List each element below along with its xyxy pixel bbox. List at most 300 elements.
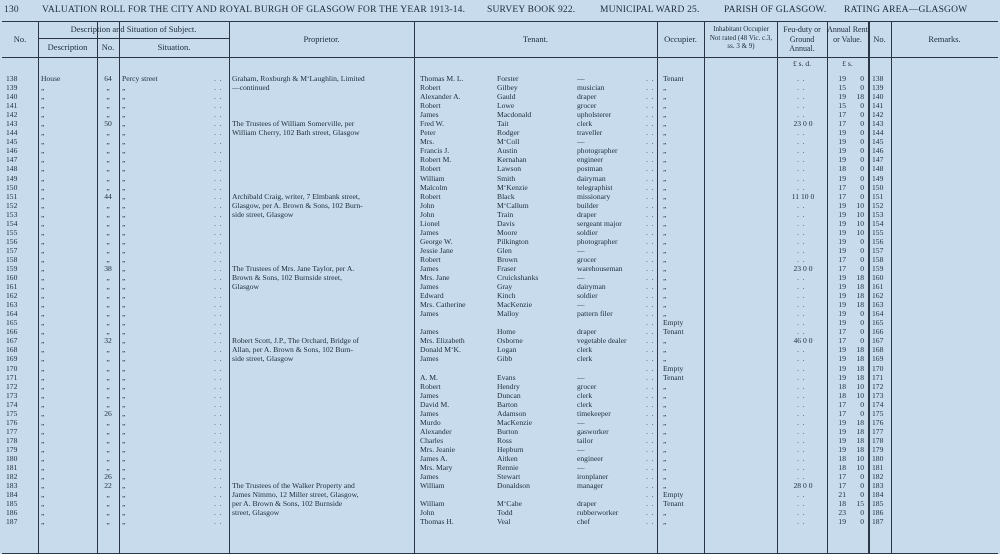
- entry-number: 167: [6, 336, 18, 346]
- leader-dots: . .: [797, 309, 806, 319]
- entry-number-right: 151: [872, 191, 884, 201]
- entry-street-number: „: [106, 354, 110, 364]
- leader-dots: . .: [797, 200, 806, 210]
- entry-proprietor: James Nimmo, 12 Miller street, Glasgow,: [232, 490, 359, 500]
- entry-occupier: „: [663, 263, 667, 273]
- leader-dots: . .: [797, 74, 806, 83]
- rent-shillings: 18: [856, 273, 864, 283]
- table-row: [2, 192, 998, 201]
- table-row: [2, 472, 998, 481]
- rent-shillings: 0: [860, 236, 864, 246]
- entry-description: „: [41, 209, 45, 219]
- tenant-first-name: John: [420, 200, 435, 210]
- table-row: [2, 481, 998, 490]
- tenant-surname: Logan: [497, 345, 517, 355]
- tenant-surname: Moore: [497, 227, 518, 237]
- rent-pounds: 19: [838, 155, 846, 165]
- entry-description: „: [41, 92, 45, 102]
- tenant-surname: Forster: [497, 74, 519, 83]
- tenant-occupation: ironplaner: [577, 472, 609, 482]
- leader-dots: . .: [797, 137, 806, 147]
- leader-dots: . .: [646, 291, 655, 301]
- leader-dots: . .: [646, 128, 655, 138]
- rent-shillings: 0: [860, 472, 864, 482]
- entry-number: 182: [6, 472, 18, 482]
- leader-dots: . .: [646, 490, 655, 500]
- rent-pounds: 19: [838, 426, 846, 436]
- entry-occupier: „: [663, 137, 667, 147]
- entry-description: „: [41, 499, 45, 509]
- tenant-surname: M‘Kenzie: [497, 182, 528, 192]
- entry-street-number: „: [106, 372, 110, 382]
- tenant-occupation: vegetable dealer: [577, 336, 627, 346]
- tenant-occupation: clerk: [577, 354, 593, 364]
- leader-dots: . .: [214, 74, 223, 83]
- leader-dots: . .: [646, 92, 655, 102]
- entry-situation: „: [122, 472, 126, 482]
- leader-dots: . .: [646, 245, 655, 255]
- rent-shillings: 0: [860, 481, 864, 491]
- tenant-surname: Todd: [497, 508, 513, 518]
- entry-proprietor: William Cherry, 102 Bath street, Glasgow: [232, 128, 360, 138]
- entry-number: 160: [6, 273, 18, 283]
- tenant-first-name: James: [420, 354, 439, 364]
- leader-dots: . .: [646, 508, 655, 518]
- leader-dots: . .: [214, 227, 223, 237]
- leader-dots: . .: [646, 218, 655, 228]
- rent-shillings: 0: [860, 263, 864, 273]
- entry-description: „: [41, 245, 45, 255]
- entry-number: 173: [6, 390, 18, 400]
- table-row: [2, 92, 998, 101]
- tenant-first-name: James: [420, 227, 439, 237]
- col-no-right: No.: [873, 34, 886, 44]
- entry-situation: „: [122, 110, 126, 120]
- entry-situation: „: [122, 408, 126, 418]
- tenant-occupation: rubberworker: [577, 508, 619, 518]
- leader-dots: . .: [646, 372, 655, 382]
- entry-proprietor: per A. Brown & Sons, 102 Burnside: [232, 499, 343, 509]
- entry-occupier: „: [663, 119, 667, 129]
- tenant-surname: Lowe: [497, 101, 515, 111]
- tenant-first-name: Mrs. Jane: [420, 273, 450, 283]
- entry-occupier: „: [663, 472, 667, 482]
- tenant-occupation: dairyman: [577, 173, 606, 183]
- entry-street-number: 26: [104, 408, 112, 418]
- tenant-occupation: photographer: [577, 146, 618, 156]
- entry-street-number: „: [106, 309, 110, 319]
- entry-street-number: „: [106, 444, 110, 454]
- tenant-first-name: John: [420, 209, 435, 219]
- entry-number: 185: [6, 499, 18, 509]
- entry-situation: „: [122, 227, 126, 237]
- leader-dots: . .: [646, 236, 655, 246]
- entry-number-right: 161: [872, 282, 884, 292]
- entry-situation: „: [122, 137, 126, 147]
- entry-description: „: [41, 354, 45, 364]
- roll-entries: [2, 74, 998, 526]
- rent-pounds: 19: [838, 92, 846, 102]
- rent-shillings: 10: [856, 227, 864, 237]
- entry-street-number: „: [106, 110, 110, 120]
- entry-occupier: Empty: [663, 318, 684, 328]
- leader-dots: . .: [214, 508, 223, 518]
- entry-situation: „: [122, 363, 126, 373]
- tenant-occupation: draper: [577, 499, 597, 509]
- leader-dots: . .: [797, 83, 806, 93]
- entry-situation: „: [122, 390, 126, 400]
- entry-description: „: [41, 363, 45, 373]
- entry-situation: „: [122, 209, 126, 219]
- tenant-surname: Rodger: [497, 128, 520, 138]
- entry-number-right: 160: [872, 273, 884, 283]
- leader-dots: . .: [214, 101, 223, 111]
- entry-description: „: [41, 236, 45, 246]
- rent-shillings: 10: [856, 390, 864, 400]
- entry-situation: „: [122, 282, 126, 292]
- rent-pounds: 19: [838, 345, 846, 355]
- rent-pounds: 19: [838, 363, 846, 373]
- entry-number: 155: [6, 227, 18, 237]
- tenant-first-name: Mrs. Jeanie: [420, 444, 456, 454]
- rent-pounds: 19: [838, 444, 846, 454]
- page-number: 130: [4, 5, 19, 15]
- entry-occupier: „: [663, 83, 667, 93]
- tenant-first-name: Thomas H.: [420, 517, 454, 527]
- leader-dots: . .: [214, 417, 223, 427]
- leader-dots: . .: [214, 345, 223, 355]
- entry-number-right: 139: [872, 83, 884, 93]
- rent-pounds: 19: [838, 517, 846, 527]
- entry-proprietor: side street, Glasgow: [232, 354, 294, 364]
- entry-street-number: „: [106, 381, 110, 391]
- entry-street-number: „: [106, 417, 110, 427]
- entry-number-right: 181: [872, 463, 884, 473]
- leader-dots: . .: [797, 227, 806, 237]
- tenant-first-name: James: [420, 110, 439, 120]
- entry-situation: „: [122, 92, 126, 102]
- col-occupier: Occupier.: [664, 34, 697, 44]
- tenant-surname: Aitken: [497, 453, 518, 463]
- tenant-occupation: draper: [577, 92, 597, 102]
- tenant-occupation: missionary: [577, 191, 611, 201]
- leader-dots: . .: [214, 209, 223, 219]
- entry-number: 162: [6, 291, 18, 301]
- entry-street-number: „: [106, 499, 110, 509]
- entry-number: 161: [6, 282, 18, 292]
- tenant-first-name: Robert: [420, 101, 441, 111]
- leader-dots: . .: [646, 263, 655, 273]
- leader-dots: . .: [797, 490, 806, 500]
- entry-occupier: „: [663, 101, 667, 111]
- rent-shillings: 0: [860, 309, 864, 319]
- entry-situation: „: [122, 245, 126, 255]
- tenant-occupation: clerk: [577, 345, 593, 355]
- table-row: [2, 354, 998, 363]
- entry-number: 187: [6, 517, 18, 527]
- entry-number-right: 173: [872, 390, 884, 400]
- entry-number-right: 158: [872, 254, 884, 264]
- tenant-first-name: David M.: [420, 399, 450, 409]
- entry-description: „: [41, 408, 45, 418]
- table-row: [2, 291, 998, 300]
- rent-pounds: 19: [838, 227, 846, 237]
- entry-number: 186: [6, 508, 18, 518]
- tenant-surname: Kernahan: [497, 155, 527, 165]
- rent-shillings: 0: [860, 182, 864, 192]
- rent-shillings: 0: [860, 119, 864, 129]
- entry-street-number: „: [106, 463, 110, 473]
- leader-dots: . .: [646, 273, 655, 283]
- tenant-first-name: Mrs. Mary: [420, 463, 453, 473]
- entry-description: „: [41, 508, 45, 518]
- leader-dots: . .: [646, 309, 655, 319]
- leader-dots: . .: [214, 444, 223, 454]
- leader-dots: . .: [797, 354, 806, 364]
- table-row: [2, 101, 998, 110]
- entry-number: 177: [6, 426, 18, 436]
- rent-shillings: 18: [856, 363, 864, 373]
- entry-street-number: „: [106, 218, 110, 228]
- entry-situation: „: [122, 291, 126, 301]
- entry-description: „: [41, 128, 45, 138]
- tenant-first-name: Fred W.: [420, 119, 445, 129]
- leader-dots: . .: [214, 426, 223, 436]
- tenant-surname: Brown: [497, 254, 518, 264]
- entry-occupier: „: [663, 128, 667, 138]
- tenant-first-name: William: [420, 499, 445, 509]
- tenant-occupation: gasworker: [577, 426, 609, 436]
- tenant-occupation: clerk: [577, 390, 593, 400]
- tenant-first-name: James: [420, 472, 439, 482]
- leader-dots: . .: [214, 146, 223, 156]
- entry-proprietor: The Trustees of Mrs. Jane Taylor, per A.: [232, 263, 355, 273]
- rent-pounds: 21: [838, 490, 846, 500]
- entry-situation: „: [122, 263, 126, 273]
- entry-number-right: 142: [872, 110, 884, 120]
- entry-situation: „: [122, 463, 126, 473]
- leader-dots: . .: [214, 245, 223, 255]
- entry-description: „: [41, 327, 45, 337]
- leader-dots: . .: [797, 146, 806, 156]
- col-description: Description: [47, 42, 88, 52]
- entry-number-right: 153: [872, 209, 884, 219]
- entry-number-right: 148: [872, 164, 884, 174]
- entry-number-right: 174: [872, 399, 884, 409]
- entry-situation: Percy street: [122, 74, 158, 83]
- entry-number-right: 176: [872, 417, 884, 427]
- leader-dots: . .: [214, 327, 223, 337]
- entry-occupier: „: [663, 309, 667, 319]
- entry-situation: „: [122, 164, 126, 174]
- entry-number-right: 172: [872, 381, 884, 391]
- entry-description: „: [41, 463, 45, 473]
- entry-street-number: „: [106, 200, 110, 210]
- rent-pounds: 17: [838, 182, 846, 192]
- tenant-occupation: grocer: [577, 254, 597, 264]
- municipal-ward: MUNICIPAL WARD 25.: [600, 5, 700, 15]
- entry-occupier: „: [663, 254, 667, 264]
- entry-number-right: 166: [872, 327, 884, 337]
- leader-dots: . .: [797, 110, 806, 120]
- tenant-first-name: Mrs.: [420, 137, 435, 147]
- leader-dots: . .: [797, 245, 806, 255]
- table-row: [2, 336, 998, 345]
- entry-situation: „: [122, 399, 126, 409]
- col-desc-group: Description and Situation of Subject.: [70, 24, 197, 34]
- col-rent: Annual Rent or Value.: [827, 25, 868, 44]
- entry-occupier: „: [663, 300, 667, 310]
- rent-pounds: 19: [838, 291, 846, 301]
- table-row: [2, 146, 998, 155]
- rent-pounds: 19: [838, 309, 846, 319]
- entry-number-right: 164: [872, 309, 884, 319]
- table-row: [2, 436, 998, 445]
- rent-shillings: 18: [856, 345, 864, 355]
- rent-shillings: 0: [860, 128, 864, 138]
- tenant-surname: Davis: [497, 218, 515, 228]
- tenant-surname: Glen: [497, 245, 512, 255]
- rent-pounds: 19: [838, 417, 846, 427]
- leader-dots: . .: [646, 173, 655, 183]
- entry-number: 179: [6, 444, 18, 454]
- tenant-occupation: engineer: [577, 155, 604, 165]
- tenant-first-name: Robert M.: [420, 155, 452, 165]
- tenant-first-name: Mrs. Elizabeth: [420, 336, 465, 346]
- rent-shillings: 10: [856, 453, 864, 463]
- tenant-occupation: draper: [577, 209, 597, 219]
- entry-number: 181: [6, 463, 18, 473]
- leader-dots: . .: [214, 399, 223, 409]
- leader-dots: . .: [646, 254, 655, 264]
- entry-number-right: 155: [872, 227, 884, 237]
- leader-dots: . .: [214, 318, 223, 328]
- rent-pounds: 17: [838, 399, 846, 409]
- tenant-surname: Ross: [497, 435, 512, 445]
- rent-shillings: 0: [860, 74, 864, 83]
- entry-street-number: „: [106, 453, 110, 463]
- entry-situation: „: [122, 381, 126, 391]
- entry-number: 154: [6, 218, 18, 228]
- table-row: [2, 391, 998, 400]
- leader-dots: . .: [797, 218, 806, 228]
- leader-dots: . .: [646, 209, 655, 219]
- leader-dots: . .: [797, 282, 806, 292]
- tenant-first-name: Charles: [420, 435, 444, 445]
- leader-dots: . .: [646, 435, 655, 445]
- tenant-first-name: Robert: [420, 254, 441, 264]
- table-row: [2, 83, 998, 92]
- entry-situation: „: [122, 508, 126, 518]
- entry-street-number: „: [106, 282, 110, 292]
- table-row: [2, 174, 998, 183]
- entry-number: 169: [6, 354, 18, 364]
- leader-dots: . .: [797, 453, 806, 463]
- entry-description: „: [41, 417, 45, 427]
- entry-description: „: [41, 164, 45, 174]
- entry-occupier: Empty: [663, 363, 684, 373]
- tenant-occupation: telegraphist: [577, 182, 613, 192]
- entry-number-right: 178: [872, 435, 884, 445]
- entry-proprietor: The Trustees of the Walker Property and: [232, 481, 355, 491]
- col-rent-units: £ s.: [842, 59, 853, 68]
- entry-number: 166: [6, 327, 18, 337]
- entry-number: 159: [6, 263, 18, 273]
- tenant-first-name: James: [420, 282, 439, 292]
- tenant-first-name: Francis J.: [420, 146, 450, 156]
- entry-number: 147: [6, 155, 18, 165]
- tenant-surname: MacKenzie: [497, 417, 532, 427]
- leader-dots: . .: [214, 472, 223, 482]
- entry-occupier: „: [663, 164, 667, 174]
- entry-occupier: Empty: [663, 490, 684, 500]
- leader-dots: . .: [646, 83, 655, 93]
- rent-shillings: 0: [860, 83, 864, 93]
- table-row: [2, 409, 998, 418]
- tenant-first-name: James: [420, 327, 439, 337]
- rent-shillings: 10: [856, 463, 864, 473]
- entry-street-number: „: [106, 209, 110, 219]
- entry-number-right: 145: [872, 137, 884, 147]
- entry-number-right: 179: [872, 444, 884, 454]
- entry-description: „: [41, 291, 45, 301]
- entry-proprietor: The Trustees of William Somerville, per: [232, 119, 355, 129]
- leader-dots: . .: [797, 426, 806, 436]
- tenant-surname: M‘Cabe: [497, 499, 522, 509]
- tenant-surname: Gauld: [497, 92, 516, 102]
- entry-number: 142: [6, 110, 18, 120]
- tenant-surname: MacKenzie: [497, 300, 532, 310]
- entry-occupier: Tenant: [663, 372, 684, 382]
- rating-area: RATING AREA—GLASGOW: [844, 5, 968, 15]
- entry-street-number: „: [106, 300, 110, 310]
- entry-number: 145: [6, 137, 18, 147]
- entry-proprietor: street, Glasgow: [232, 508, 280, 518]
- entry-number-right: 157: [872, 245, 884, 255]
- rent-pounds: 17: [838, 408, 846, 418]
- tenant-first-name: William: [420, 481, 445, 491]
- entry-number: 171: [6, 372, 18, 382]
- leader-dots: . .: [646, 426, 655, 436]
- leader-dots: . .: [646, 390, 655, 400]
- table-row: [2, 373, 998, 382]
- col-feu-units: £ s. d.: [793, 59, 811, 68]
- leader-dots: . .: [214, 453, 223, 463]
- entry-occupier: „: [663, 200, 667, 210]
- tenant-surname: Lawson: [497, 164, 522, 174]
- entry-feu-duty: 23 0 0: [793, 119, 813, 129]
- entry-description: „: [41, 336, 45, 346]
- tenant-surname: Duncan: [497, 390, 521, 400]
- table-row: [2, 201, 998, 210]
- leader-dots: . .: [646, 101, 655, 111]
- leader-dots: . .: [214, 83, 223, 93]
- entry-description: „: [41, 182, 45, 192]
- leader-dots: . .: [214, 354, 223, 364]
- entry-description: „: [41, 137, 45, 147]
- entry-street-number: „: [106, 390, 110, 400]
- entry-street-number: „: [106, 363, 110, 373]
- table-row: [2, 137, 998, 146]
- rent-pounds: 19: [838, 282, 846, 292]
- tenant-first-name: Robert: [420, 164, 441, 174]
- entry-occupier: „: [663, 191, 667, 201]
- rent-pounds: 17: [838, 336, 846, 346]
- leader-dots: . .: [214, 309, 223, 319]
- entry-description: „: [41, 381, 45, 391]
- table-row: [2, 400, 998, 409]
- entry-number-right: 182: [872, 472, 884, 482]
